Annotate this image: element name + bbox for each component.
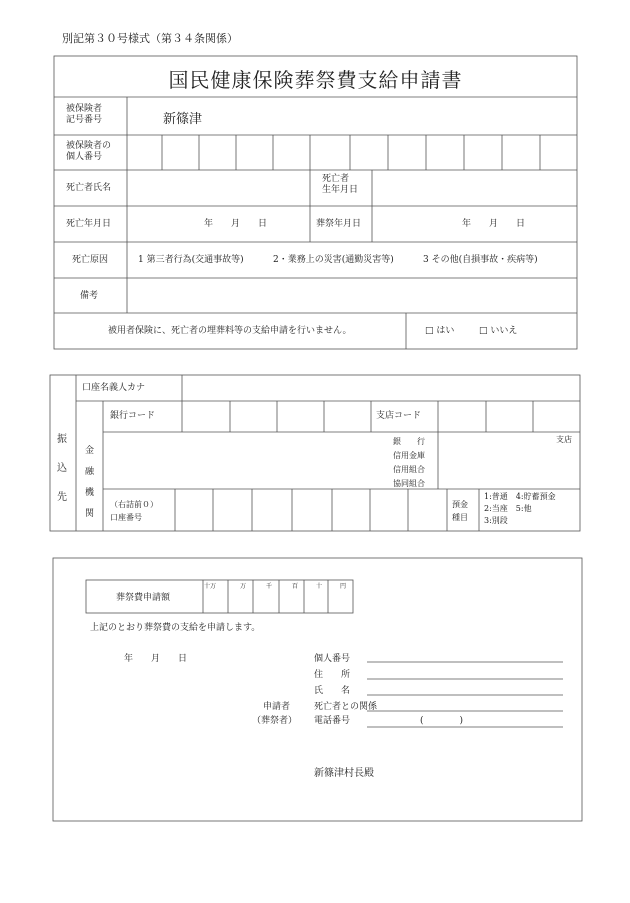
name-label: 氏 名 xyxy=(314,686,351,696)
death-date-label: 死亡年月日 xyxy=(66,219,112,229)
form-reference: 別記第３０号様式（第３４条関係） xyxy=(62,32,238,45)
account-holder-kana-label: 口座名義人カナ xyxy=(82,383,146,393)
bank-code-label: 銀行コード xyxy=(110,411,156,421)
financial-institution-label: 金 融 機 関 xyxy=(85,446,95,519)
account-number-label: （右詰前０） 口座番号 xyxy=(110,500,158,522)
digit-label-yen: 円 xyxy=(340,583,347,590)
death-date-value[interactable]: 年 月 日 xyxy=(204,219,268,229)
phone-label: 電話番号 xyxy=(314,716,351,726)
digit-label-100: 百 xyxy=(292,583,299,590)
employee-insurance-notice: 被用者保険に、死亡者の埋葬料等の支給申請を行いません。 xyxy=(108,326,352,336)
funeral-date-label: 葬祭年月日 xyxy=(316,219,362,229)
relation-label: 死亡者との関係 xyxy=(314,702,378,712)
deposit-type-label: 預金 種目 xyxy=(452,500,468,522)
funeral-date-value[interactable]: 年 月 日 xyxy=(462,219,526,229)
deposit-type-options[interactable]: 1:普通 4:貯蓄預金 2:当座 5:他 3:別段 xyxy=(484,492,556,525)
cause-option-1[interactable]: 1 第三者行為(交通事故等) xyxy=(138,255,244,265)
deceased-name-label: 死亡者氏名 xyxy=(66,183,112,193)
digit-label-1k: 千 xyxy=(266,583,273,590)
cause-of-death-label: 死亡原因 xyxy=(72,255,109,265)
insured-individual-number-label: 被保険者の 個人番号 xyxy=(66,141,112,163)
digit-label-10k: 万 xyxy=(240,583,247,590)
insured-number-label: 被保険者 記号番号 xyxy=(66,104,103,126)
digit-label-10: 十 xyxy=(316,583,323,590)
insured-number-value[interactable]: 新篠津 xyxy=(163,112,203,127)
addressee: 新篠津村長殿 xyxy=(314,768,374,779)
institution-type-list: 銀 行 信用金庫 信用組合 協同組合 xyxy=(393,437,425,488)
form-title: 国民健康保険葬祭費支給申請書 xyxy=(168,68,463,92)
cause-option-2[interactable]: 2・業務上の災害(通勤災害等) xyxy=(273,255,394,265)
remarks-label: 備考 xyxy=(80,291,99,301)
transfer-destination-label: 振 込 先 xyxy=(57,434,67,503)
digit-label-100k: 十万 xyxy=(204,583,217,590)
branch-label: 支店 xyxy=(556,435,572,444)
application-date[interactable]: 年 月 日 xyxy=(124,654,188,664)
funeral-amount-label: 葬祭費申請額 xyxy=(116,593,171,603)
checkbox-yes[interactable]: □ はい xyxy=(425,326,455,336)
address-label: 住 所 xyxy=(314,670,351,680)
checkbox-no[interactable]: □ いいえ xyxy=(479,326,518,336)
deceased-birth-label: 死亡者 生年月日 xyxy=(322,174,359,196)
applicant-sub-label: （葬祭者） xyxy=(252,716,298,726)
application-statement: 上記のとおり葬祭費の支給を申請します。 xyxy=(90,623,261,633)
phone-paren[interactable]: ( ) xyxy=(420,716,464,726)
applicant-label: 申請者 xyxy=(263,702,291,712)
individual-number-label: 個人番号 xyxy=(314,654,351,664)
cause-option-3[interactable]: 3 その他(自損事故・疾病等) xyxy=(423,255,538,265)
branch-code-label: 支店コード xyxy=(376,411,422,421)
